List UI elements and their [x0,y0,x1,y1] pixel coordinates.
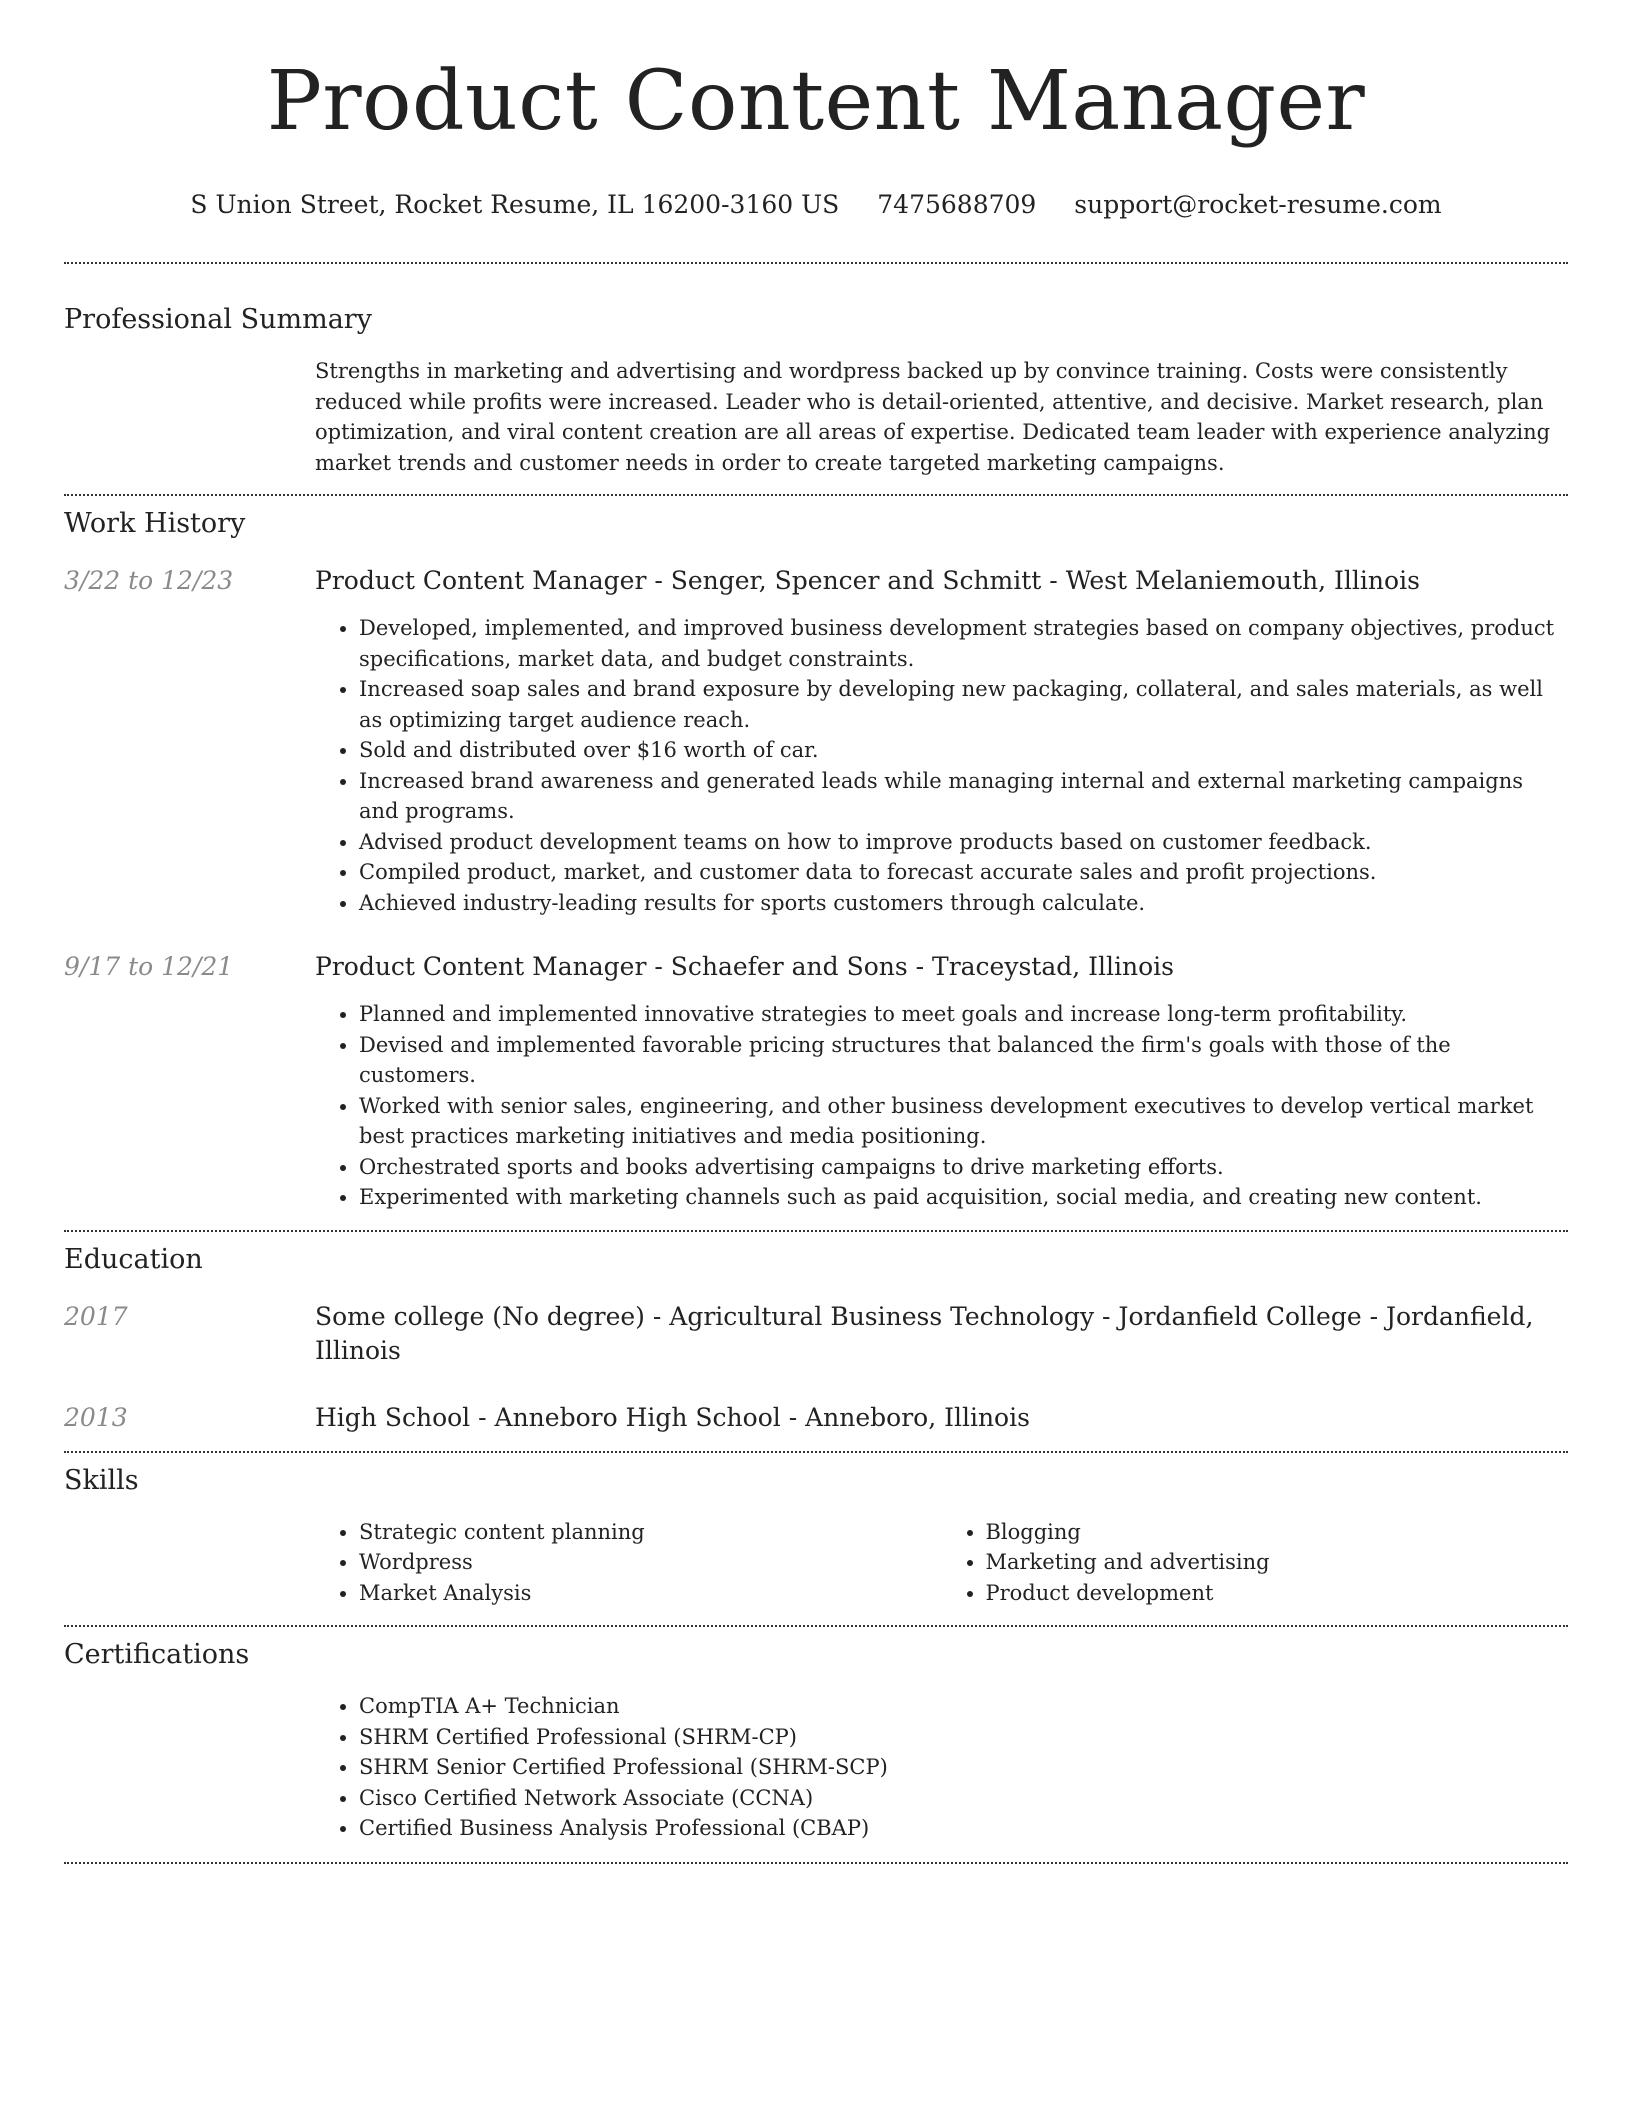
education-text: High School - Anneboro High School - Anneboro, Illinois [315,1402,1030,1432]
job-entry [64,564,1568,918]
contact-address: S Union Street, Rocket Resume, IL 16200-3160 US [190,190,840,219]
education-section [64,1232,1568,1435]
certifications-list [315,1691,1568,1844]
list-item: • Wordpress [359,1547,942,1578]
list-item: • Increased brand awareness and generated leads while managing internal and external marketing campaigns and programs. [359,766,1568,827]
list-item: • Strategic content planning [359,1517,942,1548]
list-item: • Worked with senior sales, engineering, and other business development executives to develop vertical market best practices marketing initiatives and media positioning. [359,1091,1568,1152]
list-item: • Achieved industry-leading results for sports customers through calculate. [359,888,1568,919]
section-title-skills: Skills [64,1464,139,1496]
list-item: • Cisco Certified Network Associate (CCNA) [359,1783,1568,1814]
section-title-certifications: Certifications [64,1639,250,1670]
list-item: • Orchestrated sports and books advertising campaigns to drive marketing efforts. [359,1152,1568,1183]
list-item: • Planned and implemented innovative strategies to meet goals and increase long-term profitability. [359,999,1568,1030]
list-item: • Compiled product, market, and customer data to forecast accurate sales and profit projections. [359,857,1568,888]
list-item: • Blogging [986,1517,1569,1548]
job-bullets [315,613,1568,918]
education-text: Some college (No degree) - Agricultural Business Technology - Jordanfield College - Jordanfield, Illinois [315,1301,1534,1365]
education-entry [64,1401,1568,1435]
contact-phone: 7475688709 [877,190,1037,219]
list-item: • SHRM Senior Certified Professional (SHRM-SCP) [359,1752,1568,1783]
skills-grid [315,1517,1568,1609]
skills-list-right [942,1517,1569,1609]
job-dates: 3/22 to 12/23 [64,566,234,595]
summary-section [64,264,1568,478]
divider [64,1862,1568,1864]
list-item: • Increased soap sales and brand exposure by developing new packaging, collateral, and sales materials, as well as optimizing target audience reach. [359,674,1568,735]
resume-title: Product Content Manager [266,54,1366,149]
list-item: • Product development [986,1578,1569,1609]
list-item: • Certified Business Analysis Professional (CBAP) [359,1813,1568,1844]
contact-email: support@rocket-resume.com [1074,190,1442,219]
education-year: 2013 [64,1402,128,1432]
list-item: • Developed, implemented, and improved business development strategies based on company objectives, product specifications, market data, and budget constraints. [359,613,1568,674]
section-title-work-history: Work History [64,508,246,539]
list-item: • Market Analysis [359,1578,942,1609]
contact-line [64,188,1568,222]
skills-section [64,1453,1568,1609]
list-item: • SHRM Certified Professional (SHRM-CP) [359,1722,1568,1753]
education-year: 2017 [64,1301,128,1331]
education-entry [64,1300,1568,1368]
summary-text: Strengths in marketing and advertising and wordpress backed up by convince training. Costs were consistently reduced while profits were increased. Leader who is detail-oriented, attentive, and decisive. Market research, plan optimization, and viral content creation are all areas of expertise. Dedicated team leader with experience analyzing market trends and customer needs in order to create targeted marketing campaigns. [315,359,1551,475]
section-title-summary: Professional Summary [64,304,372,335]
certifications-section [64,1627,1568,1844]
job-bullets [315,999,1568,1213]
list-item: • Marketing and advertising [986,1547,1569,1578]
job-entry [64,950,1568,1213]
list-item: • CompTIA A+ Technician [359,1691,1568,1722]
list-item: • Sold and distributed over $16 worth of car. [359,735,1568,766]
work-history-section [64,496,1568,1213]
list-item: • Advised product development teams on how to improve products based on customer feedback. [359,827,1568,858]
job-heading: Product Content Manager - Schaefer and Sons - Traceystad, Illinois [315,952,1174,981]
list-item: • Experimented with marketing channels such as paid acquisition, social media, and creating new content. [359,1182,1568,1213]
list-item: • Devised and implemented favorable pricing structures that balanced the firm's goals with those of the customers. [359,1030,1568,1091]
section-title-education: Education [64,1243,203,1275]
job-heading: Product Content Manager - Senger, Spencer and Schmitt - West Melaniemouth, Illinois [315,566,1420,595]
job-dates: 9/17 to 12/21 [64,952,234,981]
skills-list-left [315,1517,942,1609]
